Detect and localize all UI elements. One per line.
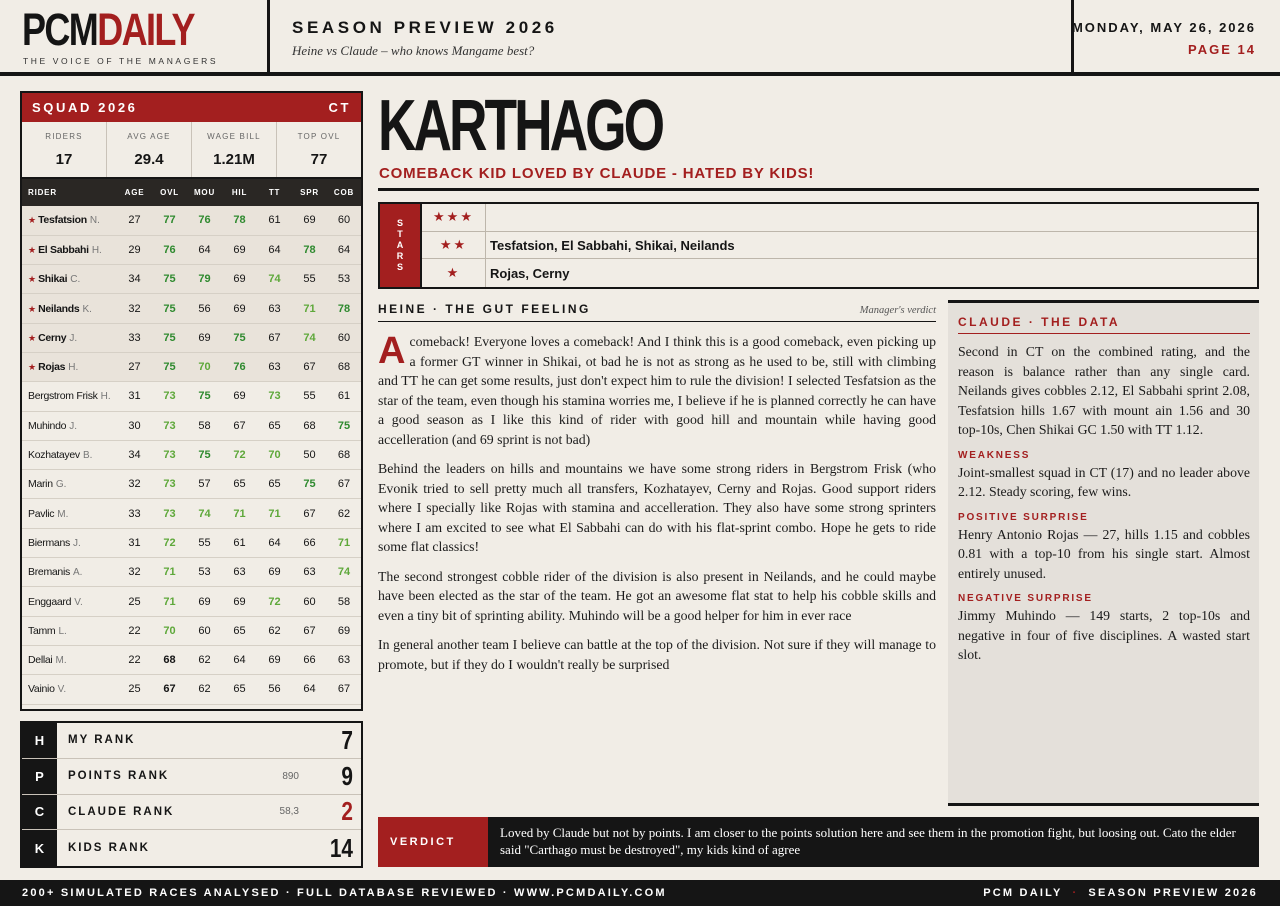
positive-surprise-heading: POSITIVE SURPRISE [958,511,1089,523]
rider-name [22,206,117,235]
rider-surname: El Sabbahi [38,243,89,256]
rider-stat: 71 [152,587,187,616]
squad-stat-label: RIDERS [45,132,83,141]
rider-row[interactable] [22,352,361,381]
section-kicker: SEASON PREVIEW 2026 [292,18,558,37]
rider-stat: 67 [327,470,361,499]
rider-initial: H. [68,362,79,374]
rider-stat: 64 [257,235,292,264]
rider-initial: M. [55,655,67,667]
rider-stat: 61 [257,206,292,235]
verdict-text: Loved by Claude but not by points. I am closer to the points solution here and see them in the promotion fight, but loosing out. Cato the elder said "Carthago must be destroyed", my kids kind of agree [500,825,1236,857]
team-title: KARTHAGO [378,86,663,166]
rider-surname: Tamm [28,624,56,637]
rider-stat: 74 [327,558,361,587]
negative-surprise-heading: NEGATIVE SURPRISE [958,593,1093,604]
rider-stat: 73 [152,470,187,499]
heine-paragraph-1-text: comeback! Everyone loves a comeback! And I think this is a good comeback, even picking up a former GT winner in Shikai, ot bad he is not as strong as he used to be, still with climbing and TT he can get some results, just don't expect him to rule the division! I selected Tesfatsion as the star of the team, even though his stamina worries me, I believe if he is planned correctly he can have a good season as I like this kind of rider with good hill and mountain while having good accelleration (and 69 sprint is not bad) [378,334,936,447]
logo-dark: PCM [22,4,98,55]
rider-stat: 75 [187,382,222,411]
rider-row[interactable] [22,587,361,616]
footer-edition: SEASON PREVIEW 2026 [1088,887,1258,899]
rider-initial: B. [82,450,93,462]
weakness-heading: WEAKNESS [958,449,1031,461]
star-icon: ★ [28,215,37,226]
rider-name [22,528,117,557]
rider-stat: 67 [327,675,361,704]
rider-row[interactable] [22,411,361,440]
rider-stat: 75 [152,352,187,381]
squad-stat-value: 17 [55,151,73,168]
rider-stat: 71 [292,294,327,323]
rank-value: 2 [341,796,353,827]
rider-stat: 34 [117,440,152,469]
rider-stat: 58 [327,587,361,616]
rank-value: 7 [341,724,353,755]
rider-row[interactable] [22,675,361,704]
rider-stat: 74 [257,265,292,294]
rider-stat: 71 [222,499,257,528]
squad-stat [22,122,107,177]
rider-stat: 76 [222,352,257,381]
rider-surname: Cerny [38,331,67,344]
rider-surname: Marin [28,478,53,491]
weakness-text: Joint-smallest squad in CT (17) and no leader above 2.12. Steady scoring, few wins. [958,464,1250,499]
verdict-label: VERDICT [378,817,488,867]
rider-stat: 25 [117,675,152,704]
stars-tab-letter: S [396,262,403,272]
rider-initial: H. [91,244,102,256]
rider-initial: K. [82,303,92,315]
rider-stat: 65 [257,411,292,440]
rider-stat: 69 [187,323,222,352]
rider-stat: 65 [222,675,257,704]
column-header[interactable]: TT [257,179,292,206]
rider-row[interactable] [22,206,361,235]
rider-stat: 72 [222,440,257,469]
heine-paragraph-1 [378,332,936,449]
rider-initial: J. [69,420,78,432]
rider-name [22,675,117,704]
rider-row[interactable] [22,265,361,294]
squad-stat-value: 77 [310,151,328,168]
rank-value: 9 [341,760,353,791]
rider-stat: 63 [327,645,361,674]
rider-row[interactable] [22,558,361,587]
squad-stat [192,122,277,177]
rider-stat: 70 [257,440,292,469]
rank-label: MY RANK [68,734,136,747]
heine-paragraph-3: The second strongest cobble rider of the division is also present in Neilands, and he could maybe have been elected as the star of the team. He got an awesome flat stat to help his cobble skills and even a tiny bit of sprinting ability. Muhindo will be a good helper for him in ever race [378,568,936,623]
rider-stat: 34 [117,265,152,294]
rider-name [22,587,117,616]
column-header[interactable]: COB [327,179,361,206]
footer-left[interactable]: 200+ SIMULATED RACES ANALYSED · FULL DATABASE REVIEWED · WWW.PCMDAILY.COM [22,887,667,899]
verdict-bar [378,817,1259,867]
rider-stat: 77 [152,206,187,235]
rider-surname: Kozhatayev [28,449,80,462]
squad-stat-label: AVG AGE [127,132,171,141]
star-tier-row [422,204,1257,232]
rider-stat: 32 [117,558,152,587]
rank-letter: P [22,759,57,794]
rank-points: 890 [282,770,299,782]
rider-row[interactable] [22,645,361,674]
rider-row[interactable] [22,440,361,469]
column-header[interactable]: SPR [292,179,327,206]
rider-name [22,294,117,323]
rank-row [22,795,361,831]
column-header[interactable]: OVL [152,179,187,206]
rider-stat: 27 [117,206,152,235]
star-icon: ★ [28,274,37,285]
rank-label: POINTS RANK [68,770,170,783]
rider-stat: 71 [152,558,187,587]
positive-surprise-text: Henry Antonio Rojas — 27, hills 1.15 and cobbles 0.81 with a top-10 from his single start. Almost entirely unused. [958,526,1250,581]
squad-header [22,93,361,122]
rider-row[interactable] [22,323,361,352]
rider-stat: 64 [292,675,327,704]
negative-surprise-text: Jimmy Muhindo — 149 starts, 2 top-10s and negative in four of five disciplines. A wasted start slot. [958,608,1250,662]
rider-stat: 72 [152,528,187,557]
rider-table-body [22,206,361,704]
rider-stat: 32 [117,470,152,499]
rider-initial: A. [73,567,83,579]
stars-tab-letter: S [396,218,403,228]
masthead [0,0,1280,76]
rider-stat: 30 [117,411,152,440]
rider-stat: 74 [187,499,222,528]
rider-stat: 66 [292,528,327,557]
rider-stat: 22 [117,616,152,645]
rider-stat: 69 [187,587,222,616]
rider-name [22,265,117,294]
rider-initial: G. [55,479,67,491]
rider-stat: 65 [222,470,257,499]
rider-stat: 53 [187,558,222,587]
rider-stat: 27 [117,352,152,381]
rider-stat: 75 [327,411,361,440]
rider-row[interactable] [22,470,361,499]
rider-stat: 29 [117,235,152,264]
rider-stat: 55 [292,265,327,294]
rider-stat: 67 [222,411,257,440]
rider-stat: 68 [152,645,187,674]
rider-stat: 50 [292,440,327,469]
claude-title: CLAUDE · THE DATA [958,315,1250,334]
rider-stat: 73 [152,499,187,528]
star-tier-row [422,259,1257,287]
rider-stat: 60 [327,323,361,352]
stars-tab [380,204,422,287]
squad-stat [107,122,192,177]
tagline: THE VOICE OF THE MANAGERS [23,56,219,66]
rider-stat: 63 [292,558,327,587]
rider-name [22,645,117,674]
column-header[interactable]: RIDER [22,179,117,206]
rider-stat: 63 [257,352,292,381]
rider-stat: 73 [152,440,187,469]
rider-stat: 69 [257,645,292,674]
rider-name [22,323,117,352]
squad-stat [277,122,361,177]
rank-label: CLAUDE RANK [68,805,175,818]
rider-surname: Enggaard [28,595,72,608]
stars-tab-letter: R [396,251,404,261]
rider-stat: 62 [257,616,292,645]
star-tier-riders: Tesfatsion, El Sabbahi, Shikai, Neilands [490,237,735,253]
rank-row [22,723,361,759]
rider-stat: 69 [222,294,257,323]
rank-label: KIDS RANK [68,842,150,855]
rider-surname: Neilands [38,302,80,315]
rider-initial: L. [58,625,67,637]
issue-date: MONDAY, MAY 26, 2026 [1071,20,1256,35]
rider-stat: 67 [152,675,187,704]
rider-name [22,499,117,528]
rank-letter: H [22,723,57,758]
rider-initial: C. [70,274,81,286]
column-header[interactable]: HIL [222,179,257,206]
rider-stat: 76 [187,206,222,235]
rider-stat: 68 [292,411,327,440]
star-rating-icon: ★★★ [422,204,486,231]
rider-row[interactable] [22,499,361,528]
star-tier-row [422,232,1257,260]
rider-stat: 75 [187,440,222,469]
logo-box [0,0,270,72]
page-number: PAGE 14 [1188,42,1256,57]
rider-stat: 58 [187,411,222,440]
rider-stat: 71 [327,528,361,557]
squad-stat-value: 1.21M [213,151,255,168]
rider-name [22,616,117,645]
rider-stat: 75 [222,323,257,352]
rider-stat: 61 [327,382,361,411]
rider-stat: 78 [292,235,327,264]
rider-stat: 62 [187,645,222,674]
rider-name [22,352,117,381]
rider-stat: 64 [187,235,222,264]
squad-stats [22,122,361,179]
rider-stat: 33 [117,499,152,528]
rider-stat: 53 [327,265,361,294]
rider-stat: 60 [187,616,222,645]
rider-surname: Muhindo [28,419,67,432]
rider-initial: J. [69,332,78,344]
rider-stat: 67 [292,499,327,528]
rider-stat: 73 [152,411,187,440]
squad-stat-value: 29.4 [134,151,164,168]
star-icon: ★ [28,362,37,373]
stars-box [378,202,1259,289]
rider-surname: Rojas [38,361,66,374]
rider-stat: 69 [327,616,361,645]
squad-title: SQUAD 2026 [32,100,138,115]
rank-points: 58,3 [279,806,299,818]
rider-stat: 31 [117,382,152,411]
rider-surname: Shikai [38,273,68,286]
stars-tab-letter: T [397,229,403,239]
rider-stat: 62 [187,675,222,704]
rider-surname: Bergstrom Frisk [28,390,98,403]
logo[interactable] [22,6,194,54]
rider-initial: V. [57,684,67,696]
rider-stat: 69 [222,265,257,294]
rider-initial: N. [89,215,100,227]
rider-stat: 57 [187,470,222,499]
rider-surname: Bremanis [28,566,70,579]
squad-division: CT [328,100,351,115]
rider-stat: 68 [327,440,361,469]
rider-stat: 70 [152,616,187,645]
column-header[interactable]: MOU [187,179,222,206]
rank-row [22,759,361,795]
rider-name [22,470,117,499]
rider-surname: Pavlic [28,507,55,520]
rider-stat: 66 [292,645,327,674]
rider-stat: 71 [257,499,292,528]
header-right [1071,0,1280,72]
rider-name [22,440,117,469]
rider-stat: 75 [152,323,187,352]
ranks-panel [20,721,363,868]
rider-stat: 25 [117,587,152,616]
squad-panel [20,91,363,711]
rider-stat: 56 [187,294,222,323]
rider-stat: 55 [292,382,327,411]
rider-stat: 72 [257,587,292,616]
rider-stat: 69 [222,235,257,264]
rider-stat: 31 [117,528,152,557]
star-icon: ★ [28,332,37,343]
section-subtitle: Heine vs Claude – who knows Mangame best? [292,43,535,58]
rider-row[interactable] [22,294,361,323]
rider-stat: 74 [292,323,327,352]
rider-stat: 78 [222,206,257,235]
rider-stat: 70 [187,352,222,381]
rider-stat: 69 [257,558,292,587]
heine-paragraph-4: In general another team I believe can battle at the top of the division. Not sure if they will manage to promote, but if they do I wouldn't really be surprised [378,637,936,672]
rider-initial: V. [74,596,83,608]
heine-header [378,302,936,322]
star-rating-icon: ★ [422,259,486,287]
rider-surname: Vainio [28,683,55,696]
headline: COMEBACK KID LOVED BY CLAUDE - HATED BY KIDS! [379,165,815,182]
rank-letter: K [22,830,57,866]
rider-stat: 63 [257,294,292,323]
rider-stat: 55 [187,528,222,557]
footer-separator: · [1072,887,1079,899]
rider-row[interactable] [22,235,361,264]
stars-tab-letter: A [396,240,404,250]
drop-cap: A [378,330,406,372]
rank-row [22,830,361,866]
footer-brand: PCM DAILY [983,887,1063,899]
heine-tag: Manager's verdict [859,305,936,316]
rider-stat: 60 [292,587,327,616]
rider-initial: M. [57,508,69,520]
rider-stat: 63 [222,558,257,587]
rider-stat: 60 [327,206,361,235]
rider-stat: 75 [292,470,327,499]
rider-initial: J. [73,537,81,549]
header-mid [292,18,558,59]
star-icon: ★ [28,244,37,255]
rider-name [22,235,117,264]
rider-stat: 67 [292,616,327,645]
squad-stat-label: WAGE BILL [207,132,261,141]
rider-stat: 67 [292,352,327,381]
rider-stat: 68 [327,352,361,381]
rider-stat: 78 [327,294,361,323]
rider-name [22,558,117,587]
rider-initial: H. [100,391,111,403]
claude-column [948,300,1259,806]
rider-surname: Dellai [28,654,53,667]
rider-stat: 64 [257,528,292,557]
rider-stat: 61 [222,528,257,557]
rider-stat: 64 [222,645,257,674]
rider-row[interactable] [22,616,361,645]
rider-stat: 69 [292,206,327,235]
rider-surname: Tesfatsion [38,214,87,227]
rank-value: 14 [329,832,353,863]
rider-stat: 75 [152,265,187,294]
rider-row[interactable] [22,382,361,411]
star-rating-icon: ★★ [422,232,486,259]
rider-stat: 33 [117,323,152,352]
title-rule [378,188,1259,191]
rider-stat: 67 [257,323,292,352]
rider-stat: 56 [257,675,292,704]
rider-table-header [22,179,361,206]
rider-stat: 69 [222,382,257,411]
rider-stat: 62 [327,499,361,528]
heine-title: HEINE · THE GUT FEELING [378,302,591,316]
rider-stat: 22 [117,645,152,674]
rider-stat: 79 [187,265,222,294]
rider-surname: Biermans [28,536,70,549]
logo-red: DAILY [97,4,194,55]
rider-stat: 65 [222,616,257,645]
rider-stat: 75 [152,294,187,323]
rider-name [22,411,117,440]
rider-stat: 32 [117,294,152,323]
rider-stat: 65 [257,470,292,499]
column-header[interactable]: AGE [117,179,152,206]
star-icon: ★ [28,303,37,314]
heine-column [378,302,936,674]
squad-stat-label: TOP OVL [297,132,341,141]
rank-letter: C [22,795,57,830]
stars-body [422,204,1257,287]
rider-stat: 64 [327,235,361,264]
rider-name [22,382,117,411]
rider-stat: 69 [222,587,257,616]
claude-intro: Second in CT on the combined rating, and the reason is balance rather than any single card. Neilands gives cobbles 2.12, El Sabbahi sprint 2.08, Tesfatsion hills 1.67 with mount ain 1.56 and 30 top-10s, Chen Shikai GC 1.50 with TT 1.12. [958,344,1250,437]
rider-stat: 73 [152,382,187,411]
footer [0,880,1280,906]
rider-table [22,179,361,705]
heine-paragraph-2: Behind the leaders on hills and mountains we have some strong riders in Bergstrom Frisk (who Evonik tried to sell pretty much all transfers, Kozhatayev, Cerny and Rojas. Good support riders where I specially like Rojas with stamina and accelleration. They also have some strong sprinters where I am excited to see what El Sabbahi can do with his flat-sprint combo. Hope he gets to ride some flat classics! [378,461,936,554]
rider-row[interactable] [22,528,361,557]
rider-stat: 76 [152,235,187,264]
footer-right [983,887,1258,899]
rider-stat: 73 [257,382,292,411]
star-tier-riders: Rojas, Cerny [490,265,570,281]
